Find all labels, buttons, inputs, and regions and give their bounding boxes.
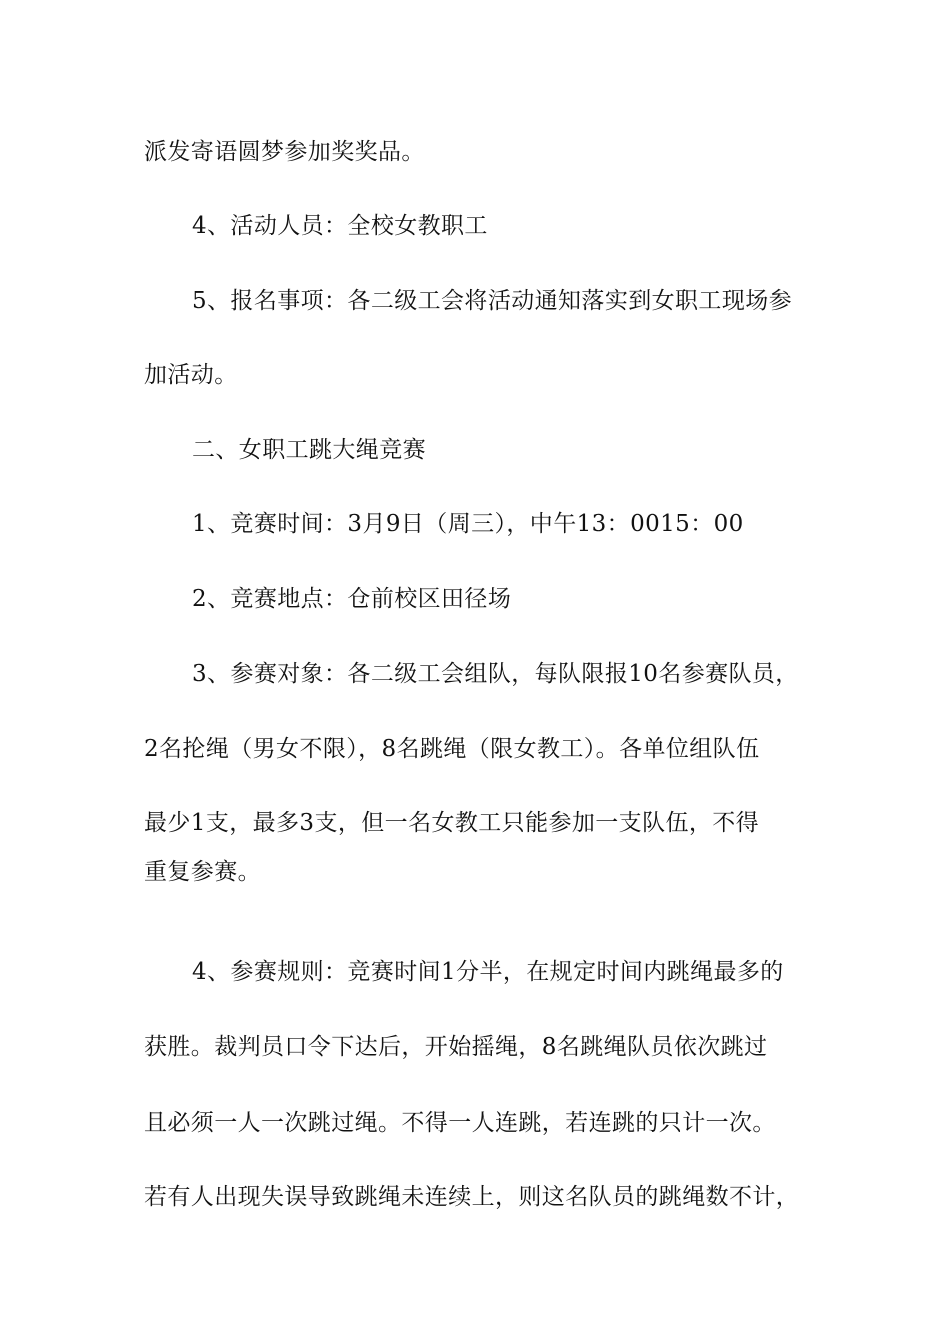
paragraph-line: 且必须一人一次跳过绳。不得一人连跳，若连跳的只计一次。	[144, 1110, 776, 1136]
paragraph-line: 3、参赛对象：各二级工会组队，每队限报10名参赛队员，	[192, 661, 799, 687]
paragraph-line: 最少1支，最多3支，但一名女教工只能参加一支队伍，不得	[144, 810, 760, 836]
paragraph-line: 4、活动人员：全校女教职工	[192, 213, 488, 239]
paragraph-line: 若有人出现失误导致跳绳未连续上，则这名队员的跳绳数不计，	[144, 1184, 800, 1210]
paragraph-line: 4、参赛规则：竞赛时间1分半，在规定时间内跳绳最多的	[192, 959, 784, 985]
section-heading: 二、女职工跳大绳竞赛	[192, 437, 426, 463]
paragraph-line: 重复参赛。	[144, 859, 261, 885]
paragraph-line: 派发寄语圆梦参加奖奖品。	[144, 139, 425, 165]
paragraph-line: 5、报名事项：各二级工会将活动通知落实到女职工现场参	[192, 288, 793, 314]
paragraph-line: 获胜。裁判员口令下达后，开始摇绳，8名跳绳队员依次跳过	[144, 1034, 768, 1060]
paragraph-line: 2名抡绳（男女不限），8名跳绳（限女教工）。各单位组队伍	[144, 736, 760, 762]
paragraph-line: 1、竞赛时间：3月9日（周三），中午13：0015：00	[192, 511, 744, 537]
paragraph-line: 加活动。	[144, 362, 238, 388]
paragraph-line: 2、竞赛地点：仓前校区田径场	[192, 586, 512, 612]
